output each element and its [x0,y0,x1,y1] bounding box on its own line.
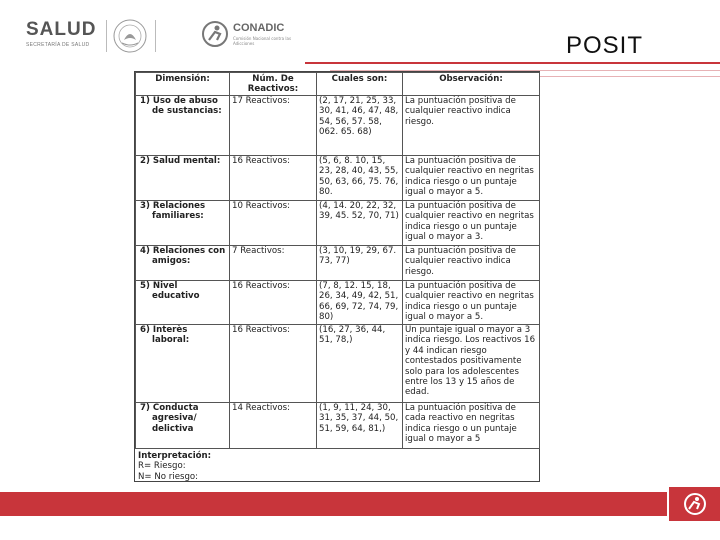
table-row [136,281,540,325]
dimension-cell: 4) Relaciones con amigos: [136,246,230,281]
dimension-cell: 6) Interès laboral: [136,325,230,403]
table-row [136,201,540,246]
column-header-observation: Observación: [403,73,540,96]
dimension-cell: 7) Conducta agresiva/ delictiva [136,403,230,449]
items-cell: (4, 14. 20, 22, 32, 39, 45. 52, 70, 71) [317,201,403,246]
count-cell: 17 Reactivos: [230,96,317,156]
footer-bar [0,492,720,516]
conadic-footer-icon [669,487,720,521]
national-seal-icon [112,18,148,54]
table-row [136,246,540,281]
items-cell: (16, 27, 36, 44, 51, 78,) [317,325,403,403]
interpretation-risk: R= Riesgo: [138,461,186,472]
conadic-logo [201,20,311,50]
dimension-cell: 5) Nivel educativo [136,281,230,325]
items-cell: (1, 9, 11, 24, 30, 31, 35, 37, 44, 50, 51, 59, 64, 81,) [317,403,403,449]
dimension-cell: 2) Salud mental: [136,156,230,201]
observation-cell: La puntuación positiva de cualquier reactivo en negritas indica riesgo o un puntaje igual o mayor a 3. [403,201,540,246]
conadic-logo-subtext: Comisión Nacional contra las Adicciones [233,36,292,46]
interpretation-label: Interpretación: [138,451,212,461]
interpretation-block [135,449,539,484]
table-row [136,96,540,156]
dimension-cell: 3) Relaciones familiares: [136,201,230,246]
observation-cell: La puntuación positiva de cualquier reactivo en negritas indica riesgo o un puntaje igual o mayor a 5. [403,156,540,201]
posit-table-document [134,71,540,482]
observation-cell: La puntuación positiva de cada reactivo en negritas indica riesgo o un puntaje igual o mayor a 5 [403,403,540,449]
salud-logo [26,20,104,50]
posit-table [135,72,540,449]
count-cell: 10 Reactivos: [230,201,317,246]
observation-cell: Un puntaje igual o mayor a 3 indica riesgo. Los reactivos 16 y 44 indican riesgo contestados positivamente solo para los adolescentes entre los 13 y 15 años de edad. [403,325,540,403]
title-underline [305,62,720,64]
conadic-emblem-icon [201,20,229,48]
conadic-logo-text: CONADIC [233,22,285,34]
count-cell: 16 Reactivos: [230,281,317,325]
count-cell: 7 Reactivos: [230,246,317,281]
items-cell: (3, 10, 19, 29, 67. 73, 77) [317,246,403,281]
column-header-count: Núm. De Reactivos: [230,73,317,96]
table-header-row [136,73,540,96]
count-cell: 16 Reactivos: [230,325,317,403]
column-header-items: Cuales son: [317,73,403,96]
observation-cell: La puntuación positiva de cualquier reactivo en negritas indica riesgo o un puntaje igual o mayor a 5. [403,281,540,325]
table-row [136,403,540,449]
salud-logo-text: SALUD [26,19,97,40]
title-underline-thin [510,76,720,77]
logo-divider [155,20,156,52]
items-cell: (5, 6, 8. 10, 15, 23, 28, 40, 43, 55, 50, 63, 66, 75. 76, 80. [317,156,403,201]
items-cell: (2, 17, 21, 25, 33, 30, 41, 46, 47, 48, 54, 56, 57. 58, 062. 65. 68) [317,96,403,156]
count-cell: 14 Reactivos: [230,403,317,449]
footer-logo-box [667,487,720,521]
observation-cell: La puntuación positiva de cualquier reactivo indica riesgo. [403,246,540,281]
column-header-dimension: Dimensión: [136,73,230,96]
page-title: POSIT [566,32,644,59]
interpretation-no-risk: N= No riesgo: [138,471,199,482]
table-row [136,325,540,403]
observation-cell: La puntuación positiva de cualquier reactivo indica riesgo. [403,96,540,156]
count-cell: 16 Reactivos: [230,156,317,201]
items-cell: (7, 8, 12. 15, 18, 26, 34, 49, 42, 51, 66, 69, 72, 74, 79, 80) [317,281,403,325]
dimension-cell: 1) Uso de abuso de sustancias: [136,96,230,156]
salud-logo-subtext: SECRETARÍA DE SALUD [26,42,90,48]
table-row [136,156,540,201]
logo-divider [106,20,107,52]
